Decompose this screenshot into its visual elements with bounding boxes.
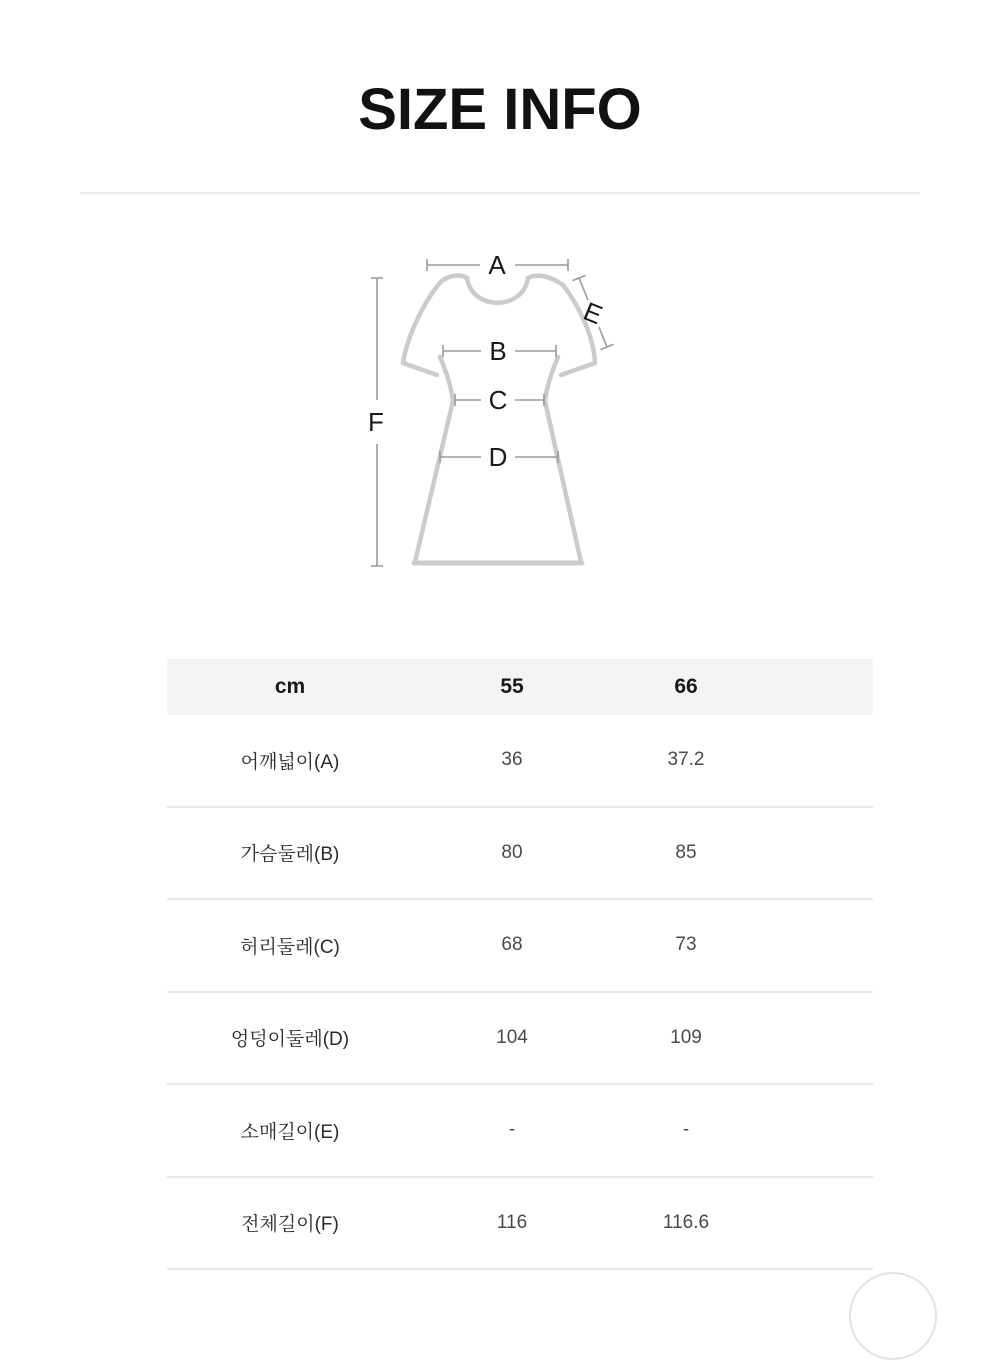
row-label: 소매길이(E) xyxy=(240,1121,340,1143)
row-value-66: 85 xyxy=(675,841,697,863)
dress-diagram-svg xyxy=(360,250,620,580)
dress-right-side xyxy=(545,357,581,562)
dress-right-cuff xyxy=(561,363,595,375)
row-value-66: 116.6 xyxy=(662,1211,710,1233)
measure-label-e: E xyxy=(579,295,607,331)
row-value-55: 104 xyxy=(496,1026,528,1048)
dress-left-sleeve xyxy=(403,285,438,363)
row-label: 가슴둘레(B) xyxy=(240,844,340,866)
table-row xyxy=(167,900,873,993)
size-table xyxy=(167,659,873,1270)
row-value-55: - xyxy=(508,1119,516,1141)
dress-left-cuff xyxy=(403,363,437,375)
measure-label-f: F xyxy=(368,407,384,437)
row-value-55: 36 xyxy=(501,749,523,771)
table-row xyxy=(167,1178,873,1271)
dress-neckline xyxy=(467,278,528,303)
header-size-66-cell: 66 xyxy=(674,675,698,698)
row-label: 어깨넓이(A) xyxy=(240,751,340,773)
table-row xyxy=(167,808,873,901)
row-value-66: 109 xyxy=(670,1026,702,1048)
dress-size-diagram xyxy=(360,250,620,580)
table-header-row xyxy=(167,659,873,715)
table-row xyxy=(167,1085,873,1178)
row-value-55: 68 xyxy=(501,934,523,956)
table-row xyxy=(167,715,873,808)
measure-label-a: A xyxy=(488,250,506,280)
row-label: 허리둘레(C) xyxy=(240,936,340,958)
row-value-55: 80 xyxy=(501,841,523,863)
row-value-66: 37.2 xyxy=(667,749,705,771)
measure-label-b: B xyxy=(489,336,507,366)
row-label: 엉덩이둘레(D) xyxy=(230,1029,350,1051)
header-size-55-cell: 55 xyxy=(500,675,524,698)
dress-left-shoulder xyxy=(438,276,467,285)
row-value-66: 73 xyxy=(675,934,697,956)
partial-circle-graphic xyxy=(849,1272,937,1360)
dress-right-shoulder xyxy=(528,276,563,285)
row-label: 전체길이(F) xyxy=(241,1214,339,1236)
title-divider xyxy=(80,192,920,194)
dress-outline xyxy=(403,276,595,563)
row-value-55: 116 xyxy=(496,1211,528,1233)
table-row xyxy=(167,993,873,1086)
row-value-66: - xyxy=(682,1119,690,1141)
page-title: SIZE INFO xyxy=(358,77,642,142)
measure-label-d: D xyxy=(488,442,508,472)
header-unit-cell: cm xyxy=(274,675,306,698)
dress-left-side xyxy=(415,357,453,562)
measure-label-c: C xyxy=(488,385,508,415)
